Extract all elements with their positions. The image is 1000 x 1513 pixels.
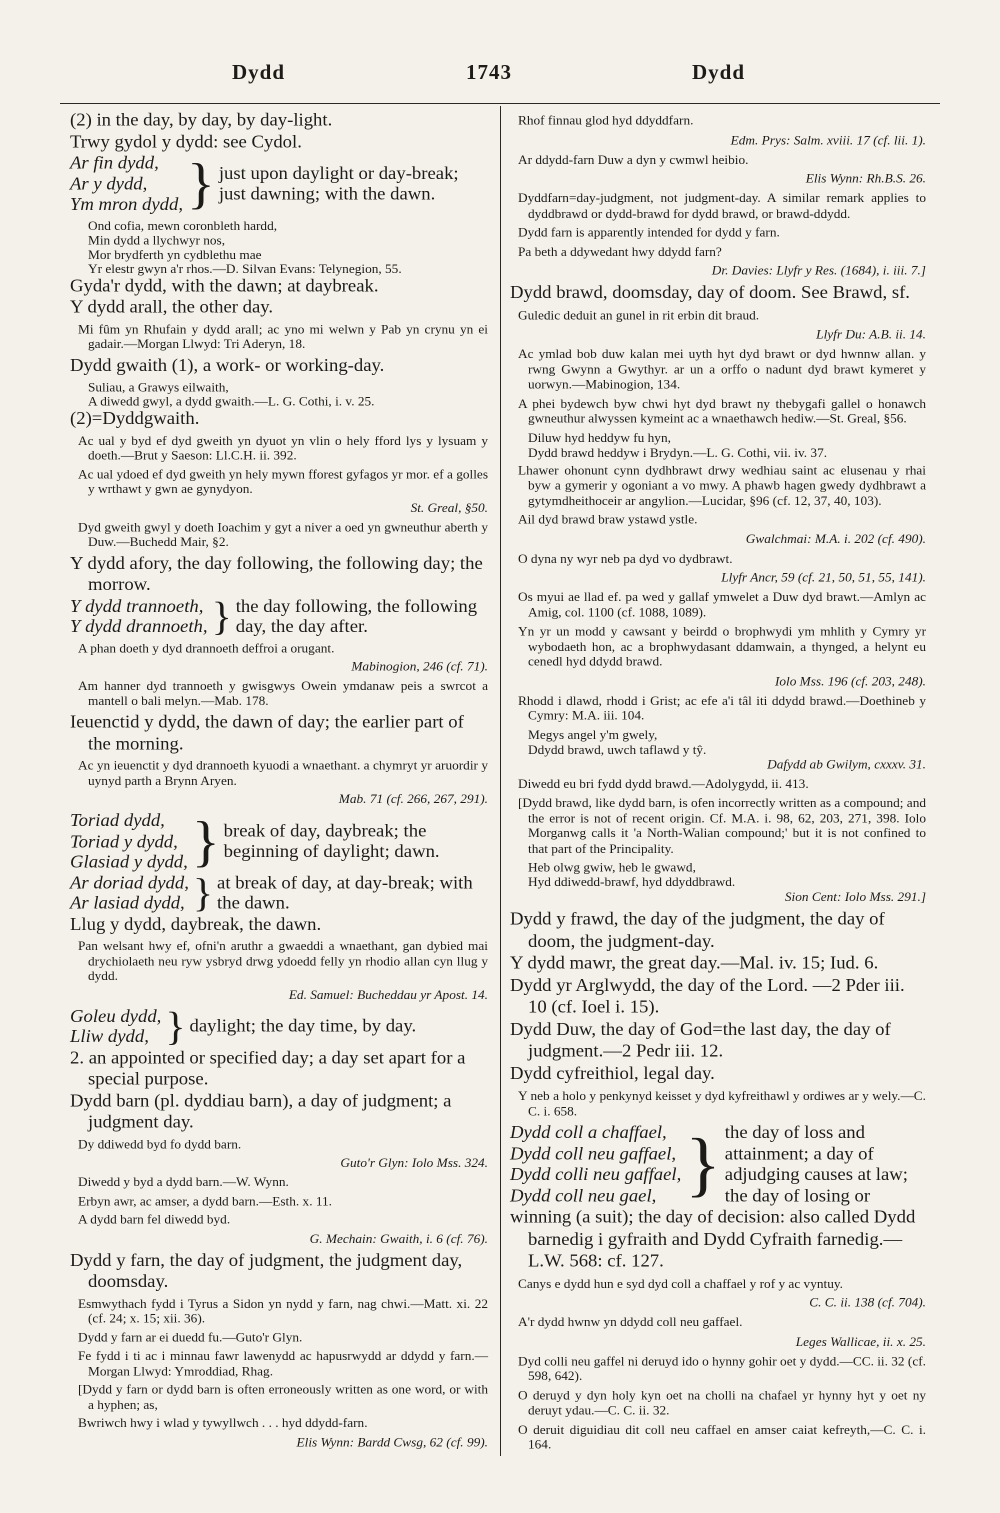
citation-quote: Bwriwch hwy i wlad y tywyllwch . . . hyd ddydd-farn. [78, 1415, 368, 1430]
citation-reference: St. Greal, §50. [410, 500, 488, 515]
citation-quote: Lhawer ohonunt cynn dydhbrawt drwy wedhiau saint ac elusenau y rhai byw a gymerir y ogoniant a vo mwy. A phawb hagen gwedy dydhbrawt a gytymdheithoceir ar angylion.—Lucidar, §96 (cf. 12, 37, 40, 103). [518, 462, 926, 508]
entry-headword: Trwy gydol y dydd: see Cydol. [70, 131, 302, 152]
citation-reference: Leges Wallicae, ii. x. 25. [795, 1333, 926, 1349]
term: Y dydd trannoeth, [70, 596, 204, 617]
citation-reference: Edm. Prys: Salm. xviii. 17 (cf. lii. 1). [730, 132, 926, 147]
citation-quote: Rhodd i dlawd, rhodd i Grist; ac efe a'i tâl iti ddydd brawd.—Doethineb y Cymry: M.A. iii. 104. [518, 692, 926, 723]
grouped-definition: at break of day, at day-break; with the dawn. [217, 872, 473, 914]
brace-glyph: } [191, 810, 220, 873]
term: Toriad dydd, [70, 810, 165, 831]
verse-quote [70, 218, 488, 276]
entry-headword: 2. an appointed or specified day; a day set apart for a special purpose. [70, 1047, 466, 1090]
brace-glyph: } [211, 594, 232, 639]
term-list [70, 873, 189, 914]
citation-quote: Ail dyd brawd braw ystawd ystle. [518, 511, 698, 527]
citation-reference: Guto'r Glyn: Iolo Mss. 324. [340, 1155, 488, 1170]
citation-quote: Ac ual y byd ef dyd gweith yn dyuot yn vlin o hely fford lys y lysuam y doeth.—Brut y Saeson: Ll.C.H. ii. 392. [78, 433, 488, 463]
citation-quote: Diwedd y byd a dydd barn.—W. Wynn. [78, 1174, 289, 1190]
verse-line: Yr elestr gwyn a'r rhos.—D. Silvan Evans: Telynegion, 55. [88, 261, 402, 276]
verse-line: Ddydd brawd, uwch taflawd y tŷ. [528, 741, 707, 757]
citation-reference: Mabinogion, 246 (cf. 71). [351, 659, 488, 674]
citation-quote: A phan doeth y dyd drannoeth deffroi a orugant. [78, 640, 335, 655]
entry-headword: Dydd Duw, the day of God=the last day, the day of judgment.—2 Pedr iii. 12. [510, 1018, 891, 1062]
entry-headword: (2)=Dyddgwaith. [70, 408, 200, 429]
brace-glyph: } [187, 152, 215, 215]
verse-line: Min dydd a llychwyr nos, [88, 232, 226, 247]
verse-line: Mor brydferth yn cydblethu mae [88, 246, 262, 262]
entry-headword: Dydd yr Arglwydd, the day of the Lord. —2 Pder iii. 10 (cf. Ioel i. 15). [510, 974, 905, 1018]
citation-quote: Dyd colli neu gaffel ni deruyd ido o hynny gohir oet y dydd.—CC. ii. 32 (cf. 598, 642). [518, 1353, 926, 1384]
citation-quote: Ac ual ydoed ef dyd gweith yn hely mywn fforest gyfagos yr mor. ef a golles y wrthawt y gwn ae gynydyon. [78, 466, 488, 496]
citation-quote: O deruyd y dyn holy kyn oet na cholli na chafael yr hynny hyt y oet ny deruyt ydau.—C. C. ii. 32. [518, 1387, 926, 1418]
entry-headword: Gyda'r dydd, with the dawn; at daybreak. [70, 275, 379, 296]
term: Toriad y dydd, [70, 831, 178, 852]
citation-quote: Ac ymlad bob duw kalan mei uyth hyt dyd brawt or dyd hwnnw allan. y rwng Gwynn a Gwythyr. ar un a orffo o nadunt dyd brawt kymeret y uorwyn.—Mabinogion, 134. [518, 346, 926, 392]
citation-quote: Rhof finnau glod hyd ddyddfarn. [518, 112, 694, 128]
entry-headword: Dydd cyfreithiol, legal day. [510, 1063, 715, 1084]
verse-line: Hyd ddiwedd-brawf, hyd ddyddbrawd. [528, 874, 736, 890]
entry-headword: Dydd barn (pl. dyddiau barn), a day of judgment; a judgment day. [70, 1090, 452, 1133]
header-left-word: Dydd [232, 60, 286, 84]
verse-line: Heb olwg gwiw, heb le gwawd, [528, 859, 696, 875]
verse-quote [70, 380, 488, 409]
citation-reference: Llyfr Du: A.B. ii. 14. [816, 326, 926, 342]
citation-quote: [Dydd y farn or dydd barn is often erroneously written as one word, or with a hyphen; as, [78, 1382, 488, 1412]
entry-headword: (2) in the day, by day, by day-light. [70, 110, 333, 131]
citation-quote: Dydd farn is apparently intended for dydd y farn. [518, 224, 780, 240]
citation-reference: Sion Cent: Iolo Mss. 291.] [784, 889, 926, 904]
citation-quote: Ac yn ieuenctit y dyd drannoeth kyuodi a wnaethant. a chymryt yr aruordir y uynyd parth a Brynn Aryen. [78, 758, 488, 788]
entry-headword: Y dydd afory, the day following, the following day; the morrow. [70, 553, 483, 595]
citation-quote: Pan welsant hwy ef, ofni'n aruthr a gwaeddi a wnaethant, gan dybied mai drychiolaeth neu ryw ysbryd drwg ydoedd felly yn rhodio allan cyn llug y dydd. [78, 938, 488, 983]
entry-headword: Dydd y frawd, the day of the judgment, the day of doom, the judgment-day. [510, 908, 885, 952]
term: Dydd coll neu gael, [510, 1185, 657, 1207]
grouped-terms [70, 1006, 488, 1047]
citation-quote: Guledic deduit an gunel in rit erbin dit braud. [518, 307, 760, 323]
term-list [70, 153, 183, 215]
entry-headword: Dydd y farn, the day of judgment, the judgment day, doomsday. [70, 1250, 463, 1292]
citation-quote: [Dydd brawd, like dydd barn, is ofen incorrectly written as a compound; and the error is not of recent origin. Cf. M.A. i. 98, 62, 203, 271, 398. Iolo Morganwg calls it 'a North-Walian compound;' but it is not confined to that part of the Principality. [518, 795, 926, 856]
right-column [510, 110, 926, 1456]
citation-quote: A'r dydd hwnw yn ddydd coll neu gaffael. [518, 1314, 743, 1330]
verse-line: Ond cofia, mewn coronbleth hardd, [88, 218, 278, 233]
term: Ar y dydd, [70, 173, 148, 194]
entry-headword: Y dydd arall, the other day. [70, 297, 274, 318]
grouped-terms [70, 153, 488, 215]
citation-quote: Dydd y farn ar ei duedd fu.—Guto'r Glyn. [78, 1329, 303, 1345]
term: Dydd coll a chaffael, [510, 1122, 667, 1143]
entry-headword: Llug y dydd, daybreak, the dawn. [70, 914, 322, 935]
citation-reference: Gwalchmai: M.A. i. 202 (cf. 490). [745, 530, 926, 546]
verse-line: Dydd brawd heddyw i Brydyn.—L. G. Cothi, vii. iv. 37. [528, 444, 828, 460]
entry-headword: winning (a suit); the day of decision: also called Dydd barnedig i gyfraith and Dydd Cyfraith farnedig.—L.W. 568: cf. 127. [510, 1206, 916, 1272]
citation-quote: A phei bydewch byw chwi hyt dyd brawt ny thebygafi gallel o honawch gwneuthur alwyssen kymeint ac a wnaethawch hediw.—St. Greal, §56. [518, 395, 926, 426]
citation-quote: Os myui ae llad ef. pa wed y gallaf ymwelet a Duw dyd brawt.—Amlyn ac Amig, col. 1100 (cf. 1088, 1089). [518, 589, 926, 620]
citation-quote: Erbyn awr, ac amser, a dydd barn.—Esth. x. 11. [78, 1193, 332, 1208]
term: Glasiad y dydd, [70, 852, 188, 873]
term-list [510, 1122, 681, 1206]
grouped-definition: the day of loss and attainment; a day of adjudging causes at law; the day of losing or [724, 1122, 908, 1207]
citation-reference: Dafydd ab Gwilym, cxxxv. 31. [767, 756, 926, 772]
citation-quote: Esmwythach fydd i Tyrus a Sidon yn nydd y farn, nag chwi.—Matt. xi. 22 (cf. 24; x. 15; xii. 36). [78, 1296, 488, 1326]
verse-quote [510, 860, 926, 889]
citation-quote: O dyna ny wyr neb pa dyd vo dydbrawt. [518, 550, 733, 566]
citation-reference: C. C. ii. 138 (cf. 704). [809, 1294, 926, 1310]
term: Goleu dydd, [70, 1006, 162, 1027]
grouped-terms [510, 1122, 926, 1206]
verse-line: A diwedd gwyl, a dydd gwaith.—L. G. Cothi, i. v. 25. [88, 394, 375, 409]
term-list [70, 596, 208, 637]
citation-quote: Am hanner dyd trannoeth y gwisgwys Owein ymdanaw peis a swrcot a mantell o bali melyn.—Mab. 178. [78, 678, 488, 708]
term: Lliw dydd, [70, 1026, 149, 1047]
verse-line: Megys angel y'm gwely, [528, 726, 658, 742]
citation-quote: Fe fydd i ti ac i minnau fawr lawenydd ac hapusrwydd ar ddydd y farn.—Morgan Llwyd: Ymroddiad, Rhag. [78, 1348, 488, 1378]
entry-headword: Dydd brawd, doomsday, day of doom. See Brawd, sf. [510, 282, 910, 304]
citation-reference: Mab. 71 (cf. 266, 267, 291). [338, 791, 488, 806]
term: Ym mron dydd, [70, 194, 183, 215]
citation-quote: Dy ddiwedd byd fo dydd barn. [78, 1136, 242, 1152]
citation-quote: Mi fûm yn Rhufain y dydd arall; ac yno mi welwn y Pab yn crynu yn ei gadair.—Morgan Llwyd: Tri Aderyn, 18. [78, 321, 488, 351]
citation-reference: Llyfr Ancr, 59 (cf. 21, 50, 51, 55, 141). [721, 569, 926, 585]
term: Dydd colli neu gaffael, [510, 1164, 682, 1186]
grouped-definition: just upon daylight or day-break; just dawning; with the dawn. [218, 163, 459, 205]
left-column [70, 110, 488, 1454]
citation-quote: O deruit diguidiau dit coll neu caffael en amser caiat kefreyth,—C. C. i. 164. [518, 1421, 926, 1452]
entry-headword: Ieuenctid y dydd, the dawn of day; the earlier part of the morning. [70, 711, 464, 754]
brace-glyph: } [192, 871, 214, 916]
citation-quote: Pa beth a ddywedant hwy ddydd farn? [518, 243, 722, 259]
citation-reference: Elis Wynn: Rh.B.S. 26. [805, 170, 926, 186]
column-divider [500, 106, 501, 1456]
entry-headword: Dydd gwaith (1), a work- or working-day. [70, 355, 385, 376]
term-list [70, 811, 188, 873]
verse-line: Suliau, a Grawys eilwaith, [88, 379, 229, 395]
citation-quote: Y neb a holo y penkynyd keisset y dyd kyfreithawl y ordiwes ar y wely.—C. C. i. 658. [518, 1088, 926, 1118]
verse-quote [510, 430, 926, 459]
running-header [0, 60, 1000, 90]
term: Dydd coll neu gaffael, [510, 1143, 677, 1164]
citation-quote: Dyddfarn=day-judgment, not judgment-day. A similar remark applies to dyddbrawd or dydd-brawd for dydd brawd, or brawd-ddydd. [518, 190, 926, 221]
grouped-definition: daylight; the day time, by day. [189, 1016, 417, 1037]
term: Ar doriad dydd, [70, 872, 189, 893]
brace-glyph: } [165, 1004, 186, 1049]
page-number: 1743 [466, 60, 512, 84]
grouped-terms [70, 596, 488, 637]
citation-quote: Diwedd eu bri fydd dydd brawd.—Adolygydd, ii. 413. [518, 775, 809, 791]
citation-quote: Yn yr un modd y cawsant y beirdd o brophwydi ym mhlith y Cymry yr wybodaeth hon, ac a brophwydasant ddamwain, a thynged, a helynt eu cenedl hyd ddydd brawd. [518, 623, 926, 669]
citation-reference: Ed. Samuel: Bucheddau yr Apost. 14. [288, 986, 488, 1002]
citation-reference: G. Mechain: Gwaith, i. 6 (cf. 76). [309, 1230, 488, 1246]
term-list [70, 1006, 161, 1047]
grouped-definition: break of day, daybreak; the beginning of daylight; dawn. [223, 821, 440, 862]
grouped-terms [70, 811, 488, 873]
grouped-terms [70, 873, 488, 914]
verse-quote [510, 727, 926, 756]
header-rule [60, 103, 940, 104]
citation-quote: A dydd barn fel diwedd byd. [78, 1212, 231, 1227]
entry-headword: Y dydd mawr, the great day.—Mal. iv. 15; Iud. 6. [510, 952, 879, 974]
grouped-definition: the day following, the following day, the day after. [235, 596, 478, 638]
term: Ar lasiad dydd, [70, 893, 185, 914]
term: Ar fin dydd, [70, 153, 159, 174]
citation-reference: Iolo Mss. 196 (cf. 203, 248). [774, 673, 926, 688]
citation-quote: Ar ddydd-farn Duw a dyn y cwmwl heibio. [518, 151, 749, 167]
verse-line: Diluw hyd heddyw fu hyn, [528, 429, 671, 445]
term: Y dydd drannoeth, [70, 616, 208, 638]
citation-reference: Elis Wynn: Bardd Cwsg, 62 (cf. 99). [296, 1434, 488, 1449]
citation-quote: Dyd gweith gwyl y doeth Ioachim y gyt a niver a oed yn gwneuthur aberth y Duw.—Buchedd Mair, §2. [78, 519, 488, 549]
brace-glyph: } [685, 1124, 721, 1205]
citation-reference: Dr. Davies: Llyfr y Res. (1684), i. iii. 7.] [711, 262, 926, 278]
header-right-word: Dydd [692, 60, 746, 84]
citation-quote: Canys e dydd hun e syd dyd coll a chaffael y rof y ac vyntuy. [518, 1275, 843, 1291]
